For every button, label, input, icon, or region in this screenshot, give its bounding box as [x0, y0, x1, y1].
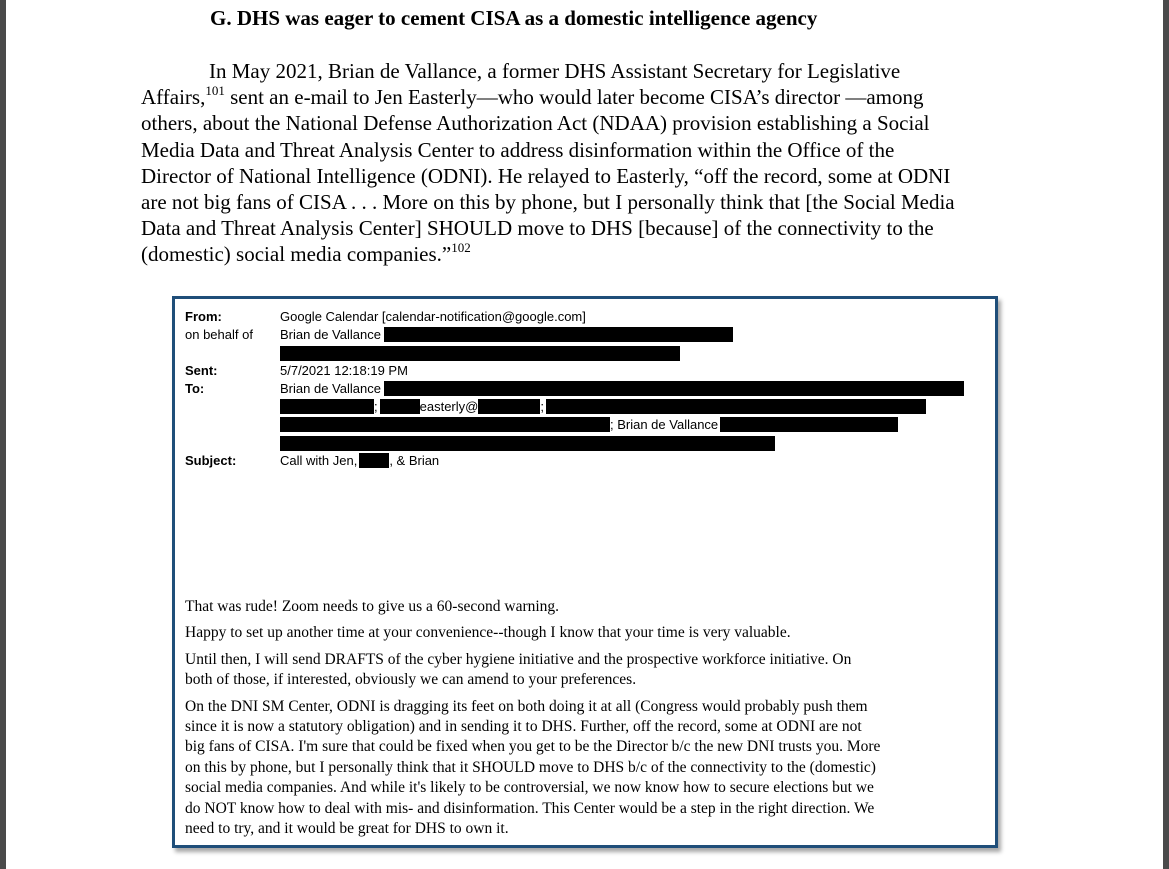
easterly-address: easterly@ [419, 399, 479, 414]
redaction-block [384, 327, 733, 342]
body-paragraph [141, 58, 1041, 268]
to-value [280, 381, 964, 396]
email-line: Until then, I will send DRAFTS of the cyber hygiene initiative and the prospective workforce initiative. On [185, 650, 852, 668]
separator: ; [540, 399, 544, 414]
subject-text: Call with Jen, [280, 453, 358, 468]
from-value: Google Calendar [calendar-notification@google.com] [280, 309, 586, 324]
email-line: social media companies. And while it's likely to be controversial, we now know how to secure elections but we [185, 779, 874, 797]
paragraph-text: Affairs, [141, 85, 206, 110]
paragraph-line: Data and Threat Analysis Center] SHOULD move to DHS [because] of the connectivity to the [141, 216, 934, 241]
redaction-block [720, 417, 898, 432]
separator: ; [374, 399, 378, 414]
sent-label: Sent: [185, 363, 218, 378]
email-line: big fans of CISA. I'm sure that could be fixed when you get to be the Director b/c the new DNI trusts you. More [185, 738, 881, 756]
paragraph-text: In May 2021, Brian de Vallance, a former DHS Assistant Secretary for Legislative [209, 59, 901, 83]
redaction-block [359, 453, 389, 468]
to-label: To: [185, 381, 205, 396]
email-line: That was rude! Zoom needs to give us a 60-second warning. [185, 598, 560, 615]
document-page [6, 0, 1163, 869]
paragraph-line [141, 84, 1041, 110]
email-paragraph [185, 597, 985, 617]
email-paragraph [185, 697, 985, 840]
paragraph-line: Director of National Intelligence (ODNI). He relayed to Easterly, “off the record, some at ODNI [141, 163, 951, 188]
subject-label: Subject: [185, 453, 237, 468]
email-line: on this by phone, but I personally think that it SHOULD move to DHS b/c of the connectivity to the (domestic) [185, 758, 876, 776]
paragraph-text: sent an e-mail to Jen Easterly—who would later become CISA’s director —among [224, 85, 924, 110]
email-line: do NOT know how to deal with mis- and disinformation. This Center would be a step in the right direction. We [185, 799, 875, 817]
on-behalf-value [280, 327, 733, 342]
subject-text: , & Brian [389, 453, 440, 468]
to-line-3 [280, 417, 898, 432]
sent-value: 5/7/2021 12:18:19 PM [280, 363, 408, 378]
paragraph-line: are not big fans of CISA . . . More on this by phone, but I personally think that [the Social Media [141, 190, 955, 215]
to-name-2: ; Brian de Vallance [610, 417, 719, 432]
on-behalf-label: on behalf of [185, 327, 253, 342]
from-label: From: [185, 309, 222, 324]
footnote-ref[interactable]: 102 [451, 240, 471, 256]
redaction-block [380, 399, 420, 414]
redaction-block [384, 381, 964, 396]
email-paragraph [185, 650, 985, 691]
email-line: both of those, if interested, obviously we can amend to your preferences. [185, 671, 637, 689]
redaction-block [280, 346, 680, 361]
to-line-2 [280, 399, 926, 414]
paragraph-line: Media Data and Threat Analysis Center to address disinformation within the Office of the [141, 137, 895, 162]
paragraph-text: (domestic) social media companies.” [141, 242, 452, 267]
subject-value [280, 453, 439, 468]
redaction-block [478, 399, 540, 414]
email-line: Happy to set up another time at your convenience--though I know that your time is very valuable. [185, 624, 791, 642]
redaction-block [280, 436, 775, 451]
email-body [185, 597, 985, 845]
redaction-block [546, 399, 926, 414]
email-exhibit [172, 296, 998, 848]
paragraph-line [141, 241, 1041, 267]
paragraph-line [141, 58, 1041, 84]
footnote-ref[interactable]: 101 [205, 83, 225, 99]
email-line: On the DNI SM Center, ODNI is dragging its feet on both doing it at all (Congress would probably push them [185, 697, 868, 715]
email-line: need to try, and it would be great for DHS to own it. [185, 820, 509, 838]
on-behalf-name: Brian de Vallance [280, 327, 381, 342]
redaction-block [280, 399, 374, 414]
section-heading: G. DHS was eager to cement CISA as a domestic intelligence agency [210, 6, 818, 30]
email-paragraph [185, 623, 985, 643]
email-line: since it is now a statutory obligation) and in sending it to DHS. Further, off the record, some at ODNI are not [185, 718, 862, 736]
to-name: Brian de Vallance [280, 381, 381, 396]
paragraph-line: others, about the National Defense Authorization Act (NDAA) provision establishing a Social [141, 111, 930, 136]
redaction-block [280, 417, 610, 432]
